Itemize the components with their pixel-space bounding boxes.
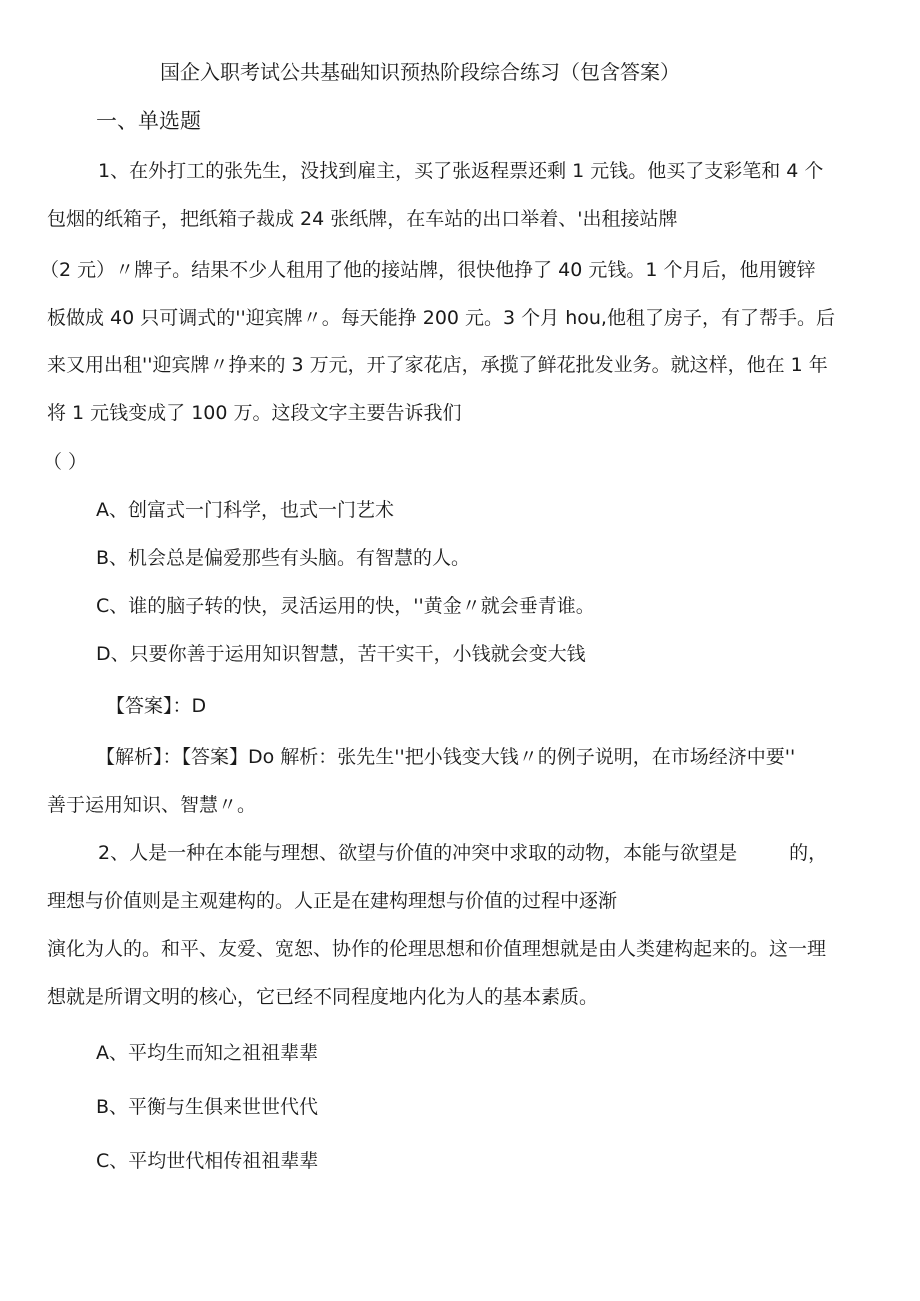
analysis-line: 善于运用知识、智慧〃。 bbox=[47, 794, 257, 816]
question-text-line: 来又用出租''迎宾牌〃挣来的 3 万元，开了家花店，承揽了鲜花批发业务。就这样，他在 1 年 bbox=[47, 354, 828, 376]
option-d: D、只要你善于运用知识智慧，苦干实干，小钱就会变大钱 bbox=[96, 643, 586, 665]
question-text-line: 理想与价值则是主观建构的。人正是在建构理想与价值的过程中逐渐 bbox=[47, 890, 618, 912]
answer-line: 【答案】：D bbox=[106, 695, 207, 717]
answer-parentheses: （ ） bbox=[43, 451, 88, 473]
question-text-line: 演化为人的。和平、友爱、宽恕、协作的伦理思想和价值理想就是由人类建构起来的。这一理 bbox=[47, 938, 827, 960]
question-text-line bbox=[98, 841, 827, 865]
question-text-line: 想就是所谓文明的核心，它已经不同程度地内化为人的基本素质。 bbox=[47, 986, 599, 1008]
question-text-line: 板做成 40 只可调式的''迎宾牌〃。每天能挣 200 元。3 个月 hou,他租了房子，有了帮手。后 bbox=[47, 307, 835, 329]
option-a: A、创富式一门科学，也式一门艺术 bbox=[96, 499, 394, 521]
option-b: B、机会总是偏爱那些有头脑。有智慧的人。 bbox=[96, 547, 471, 569]
question-text-line: （2 元）〃牌子。结果不少人租用了他的接站牌，很快他挣了 40 元钱。1 个月后，他用镀锌 bbox=[40, 259, 816, 281]
question-text-part: 的， bbox=[789, 842, 828, 864]
question-text-line: 1、在外打工的张先生，没找到雇主，买了张返程票还剩 1 元钱。他买了支彩笔和 4 个 bbox=[98, 160, 824, 182]
option-a: A、平均生而知之祖祖辈辈 bbox=[96, 1042, 318, 1064]
option-c: C、平均世代相传祖祖辈辈 bbox=[96, 1150, 319, 1172]
question-text-line: 包烟的纸箱子，把纸箱子裁成 24 张纸牌，在车站的出口举着、'出租接站牌 bbox=[47, 208, 678, 230]
option-b: B、平衡与生俱来世世代代 bbox=[96, 1096, 319, 1118]
section-heading: 一、单选题 bbox=[96, 109, 201, 133]
question-text-line: 将 1 元钱变成了 100 万。这段文字主要告诉我们 bbox=[47, 402, 462, 424]
question-text-part: 2、人是一种在本能与理想、欲望与价值的冲突中求取的动物，本能与欲望是 bbox=[98, 842, 738, 864]
document-title: 国企入职考试公共基础知识预热阶段综合练习（包含答案） bbox=[160, 60, 680, 84]
analysis-line: 【解析】：【答案】Do 解析：张先生''把小钱变大钱〃的例子说明，在市场经济中要'' bbox=[96, 746, 796, 768]
option-c: C、谁的脑子转的快，灵活运用的快，''黄金〃就会垂青谁。 bbox=[96, 595, 595, 617]
